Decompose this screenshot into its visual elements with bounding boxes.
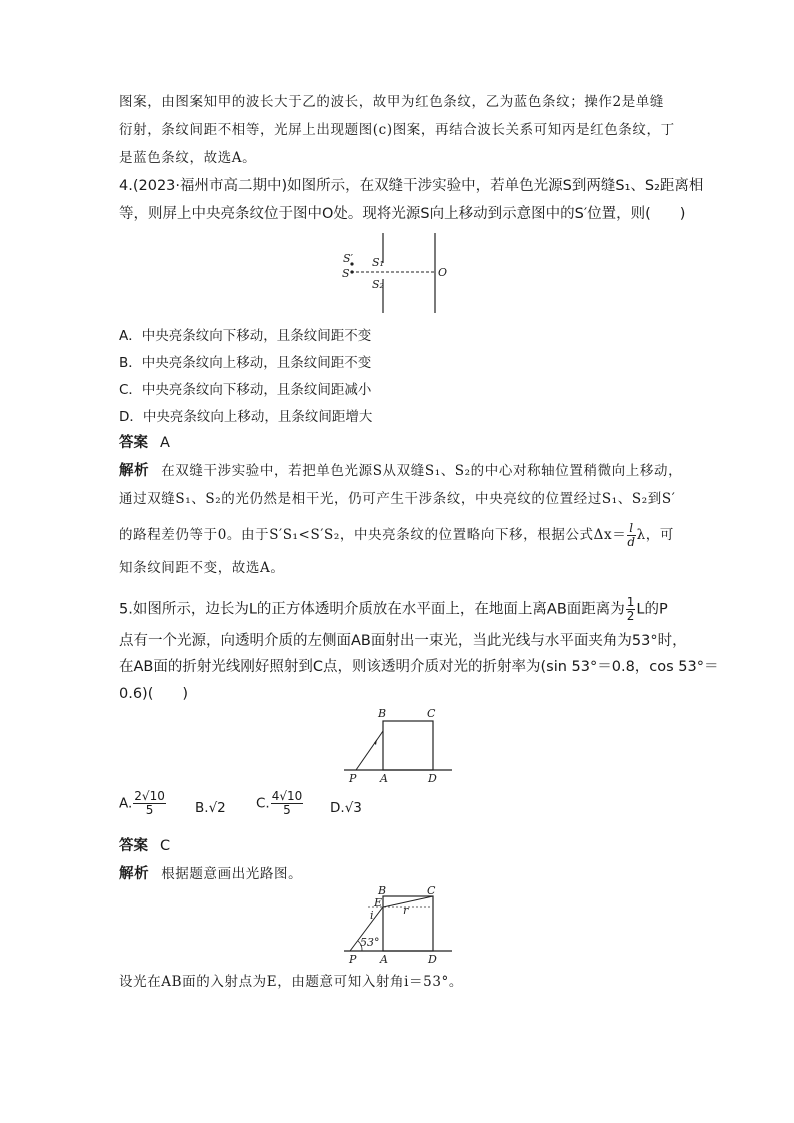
label-c: C: [427, 707, 436, 720]
label-s2: S₂: [372, 278, 384, 291]
q5-stem-fraction: [626, 596, 636, 623]
q4-analysis-text-3a: 的路程差仍等于0。由于S′S₁<S′S₂，中央亮条纹的位置略向下移，根据公式Δx＝: [119, 527, 627, 543]
label-d: D: [428, 772, 437, 785]
q5-option-c: [256, 790, 304, 817]
q5-analysis-label: 解析: [119, 866, 150, 882]
cube-square: [383, 721, 433, 770]
option-d-value: √3: [344, 800, 362, 816]
label-s1: S₁: [372, 256, 384, 269]
label-i: i: [370, 909, 374, 922]
fraction-numerator: 4√10: [271, 789, 303, 803]
label-angle-53: 53°: [360, 936, 380, 949]
q5-stem-line-2: 点有一个光源，向透明介质的左侧面AB面射出一束光，当此光线与水平面夹角为53°时，: [119, 633, 687, 649]
label-c: C: [427, 884, 436, 897]
q5-stem-line-4: 0.6)( ): [119, 686, 189, 702]
q4-answer: [119, 433, 679, 453]
option-label: A.: [119, 795, 133, 812]
label-p: P: [349, 772, 357, 785]
q4-analysis-line-2: 通过双缝S₁、S₂的光仍然是相干光，仍可产生干涉条纹，中央亮纹的位置经过S₁、S₂到S′: [119, 491, 676, 507]
q4-answer-label: 答案: [119, 435, 148, 451]
option-label: D.: [330, 800, 345, 816]
q4-analysis-text-3b: λ，可: [636, 527, 674, 543]
label-b: B: [378, 707, 387, 720]
q5-stem-text-1a: 5.如图所示，边长为L的正方体透明介质放在水平面上，在地面上离AB面距离为: [119, 601, 625, 618]
fraction-denominator: d: [627, 535, 636, 549]
label-a: A: [380, 772, 388, 785]
intro-line-3: 是蓝色条纹，故选A。: [119, 150, 257, 166]
q5-stem-text-1b: L的P: [636, 601, 668, 618]
q5-analysis-line-1: [119, 864, 679, 884]
q4-analysis-line-4: 知条纹间距不变，故选A。: [119, 560, 285, 576]
q4-option-c: C．中央亮条纹向下移动，且条纹间距减小: [119, 382, 372, 398]
label-e: E: [374, 896, 383, 909]
q4-stem-line-1: 4.(2023·福州市高二期中)如图所示，在双缝干涉实验中，若单色光源S到两缝S₁、S₂距离相: [119, 178, 704, 194]
q4-answer-value: A: [160, 435, 170, 451]
intro-line-2: 衍射，条纹间距不相等，光屏上出现题图(c)图案，再结合波长关系可知丙是红色条纹，丁: [119, 122, 675, 138]
q4-option-d: D．中央亮条纹向上移动，且条纹间距增大: [119, 409, 373, 425]
q4-option-a: A．中央亮条纹向下移动，且条纹间距不变: [119, 328, 372, 344]
label-b: B: [378, 884, 387, 897]
fraction-denominator: 2: [626, 609, 635, 623]
q5-answer-label: 答案: [119, 838, 148, 854]
q5-option-a: [119, 790, 167, 817]
fraction-numerator: l: [629, 521, 634, 535]
q4-analysis-text-1: 在双缝干涉实验中，若把单色光源S从双缝S₁、S₂的中心对称轴位置稍微向上移动，: [161, 463, 683, 479]
label-s: S: [342, 267, 350, 280]
q5-cube-figure: [340, 705, 460, 787]
q5-stem-line-1: [119, 596, 679, 623]
q5-answer-value: C: [160, 838, 171, 854]
q5-option-d: [330, 800, 362, 816]
fraction-numerator: 2√10: [134, 789, 165, 803]
option-label: C.: [256, 795, 270, 812]
q5-light-path-figure: [340, 886, 460, 966]
label-d: D: [428, 953, 437, 966]
q5-stem-line-3: 在AB面的折射光线刚好照射到C点，则该透明介质对光的折射率为(sin 53°＝0.8，cos 53°＝: [119, 659, 719, 675]
option-label: B.: [195, 800, 209, 816]
label-a: A: [380, 953, 388, 966]
q5-analysis-line-2: 设光在AB面的入射点为E，由题意可知入射角i＝53°。: [119, 974, 463, 990]
label-o: O: [438, 266, 448, 279]
q5-answer: [119, 836, 679, 856]
label-r: r: [403, 904, 409, 917]
intro-line-1: 图案，由图案知甲的波长大于乙的波长，故甲为红色条纹，乙为蓝色条纹；操作2是单缝: [119, 94, 664, 110]
q5-analysis-text-1: 根据题意画出光路图。: [161, 866, 303, 882]
option-a-fraction: [133, 790, 166, 817]
label-p: P: [349, 953, 357, 966]
light-ray: [356, 731, 383, 770]
label-s-prime: S′: [343, 252, 354, 265]
q4-option-b: B．中央亮条纹向上移动，且条纹间距不变: [119, 355, 372, 371]
fraction-denominator: 5: [283, 803, 291, 817]
fraction-numerator: 1: [626, 595, 635, 609]
q5-option-b: [195, 800, 226, 816]
option-b-value: √2: [208, 800, 226, 816]
q4-analysis-line-3: [119, 522, 679, 549]
q4-formula-fraction: [627, 522, 635, 549]
q4-analysis-line-1: [119, 461, 683, 481]
q4-double-slit-figure: [340, 233, 450, 315]
q4-stem-line-2: 等，则屏上中央亮条纹位于图中O处。现将光源S向上移动到示意图中的S′位置，则( ): [119, 206, 686, 222]
source-s-dot: [350, 270, 353, 273]
fraction-denominator: 5: [145, 803, 154, 817]
option-c-fraction: [271, 790, 304, 817]
q4-analysis-label: 解析: [119, 463, 150, 479]
